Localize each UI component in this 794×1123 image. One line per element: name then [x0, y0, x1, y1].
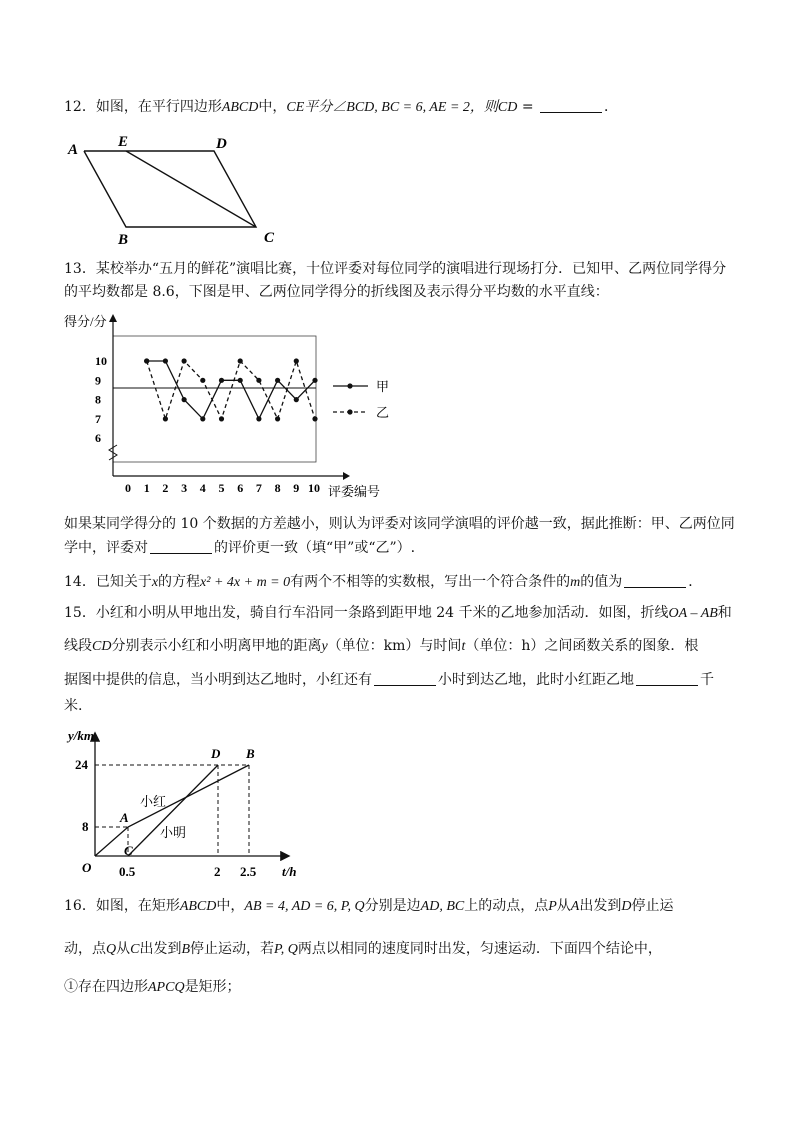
- q15-line3: [64, 670, 714, 690]
- q16-line2i: 两点以相同的速度同时出发，匀速运动．下面四个结论中，: [297, 941, 662, 957]
- q16-line1i: 从: [556, 898, 571, 914]
- chart-point: [312, 416, 317, 421]
- q14-c: 有两个不相等的实数根，写出一个符合条件的: [290, 574, 571, 590]
- label-c: C: [264, 230, 275, 246]
- chart-point: [144, 358, 149, 363]
- chart-point: [219, 378, 224, 383]
- chart-legend-label-1: 甲: [376, 379, 390, 394]
- chart-point: [294, 397, 299, 402]
- q15-line3b: 小时到达乙地，此时小红距乙地: [438, 672, 634, 688]
- q16-line2a: 动，点: [64, 941, 106, 957]
- q15-line2g: （单位：h）之间函数关系的图象．根: [465, 638, 699, 654]
- chart-point: [256, 378, 261, 383]
- q14-b: 的方程: [158, 574, 201, 590]
- chart-x-tick-label: 0: [125, 481, 131, 495]
- chart-point: [275, 378, 280, 383]
- chart-legend-marker-2: [347, 409, 352, 414]
- graph-ylabel: y/km: [68, 728, 94, 743]
- q15-line2d: y: [321, 639, 328, 654]
- graph-point-d: D: [211, 746, 221, 761]
- q12-cond: 平分∠BCD, BC = 6, AE = 2，则: [304, 100, 498, 115]
- chart-point: [312, 378, 317, 383]
- chart-x-tick-label: 9: [293, 481, 300, 495]
- q16-line3b: APCQ: [148, 980, 185, 995]
- chart-point: [219, 416, 224, 421]
- q12-num: 12．如图，在平行四边形: [64, 99, 222, 115]
- graph-origin: O: [82, 860, 92, 875]
- graph-label-xiaoming: 小明: [160, 825, 187, 840]
- chart-y-arrow: [109, 314, 117, 322]
- q16-line1a: 16．如图，在矩形: [64, 898, 180, 914]
- q14-m: m: [570, 575, 581, 590]
- q16-line3a: ①存在四边形: [64, 979, 148, 995]
- q16-line2c: 从: [116, 941, 131, 957]
- q13-line2: 的平均数都是 8.6，下图是甲、乙两位同学得分的折线图及表示得分平均数的水平直线：: [64, 284, 609, 300]
- chart-series-line-2: [147, 361, 315, 419]
- chart-y-tick-label: 7: [95, 411, 101, 426]
- q14-text: [64, 572, 702, 593]
- q16-line1m: 停止运: [631, 898, 674, 914]
- q16-line3: [64, 977, 241, 998]
- chart-point: [238, 378, 243, 383]
- chart-y-tick-label: 6: [95, 431, 101, 446]
- q13-line4a: 学中，评委对: [64, 540, 148, 556]
- chart-x-tick-label: 6: [237, 481, 244, 495]
- label-b: B: [118, 232, 129, 248]
- q15-line4: 米.: [64, 698, 83, 714]
- chart-ylabel: 得分/分: [64, 314, 107, 329]
- chart-point: [256, 416, 261, 421]
- q14-equation: x² + 4x + m = 0: [200, 575, 291, 590]
- q16-line1l: D: [621, 899, 632, 914]
- graph-x2: 2: [214, 864, 221, 879]
- q16-line1d: AB = 4, AD = 6, P, Q: [244, 899, 365, 914]
- chart-point: [238, 358, 243, 363]
- graph-point-c: C: [124, 843, 133, 858]
- segment-ce: [126, 151, 256, 227]
- q13-answer-blank[interactable]: [150, 539, 212, 554]
- q15-distance-time-graph: [62, 724, 312, 882]
- q16-line2b: Q: [106, 942, 117, 957]
- chart-x-arrow: [343, 472, 350, 480]
- q16-line1: [64, 896, 673, 917]
- graph-point-a: A: [120, 810, 129, 825]
- q16-line1h: P: [548, 899, 557, 914]
- chart-point: [200, 378, 205, 383]
- graph-label-xiaohong: 小红: [140, 794, 167, 809]
- q14-d: 的值为: [580, 574, 623, 590]
- graph-xlabel: t/h: [282, 864, 297, 879]
- chart-x-tick-label: 5: [218, 481, 225, 495]
- q12-eq: =: [517, 99, 539, 115]
- q15-line2e: （单位：km）与时间: [327, 638, 462, 654]
- graph-y8: 8: [82, 819, 89, 834]
- chart-legend-label-2: 乙: [376, 405, 390, 420]
- q16-line1k: 出发到: [579, 898, 622, 914]
- chart-y-tick-label: 8: [95, 392, 101, 407]
- chart-x-tick-label: 1: [143, 481, 150, 495]
- q12-end: ．: [604, 99, 619, 115]
- q16-line2: [64, 939, 662, 960]
- q15-line3a: 据图中提供的信息，当小明到达乙地时，小红还有: [64, 672, 372, 688]
- chart-plot-frame: [113, 336, 316, 462]
- q16-line1g: 上的动点，点: [464, 898, 549, 914]
- chart-x-tick-label: 4: [199, 481, 206, 495]
- chart-point: [275, 416, 280, 421]
- graph-x25: 2.5: [240, 864, 257, 879]
- q15-line2f: t: [461, 639, 466, 654]
- q12-cd: CD: [497, 100, 518, 115]
- q15-line1: [64, 603, 732, 624]
- q16-line1j: A: [570, 899, 580, 914]
- label-a: A: [68, 142, 79, 158]
- q15-answer-blank-1[interactable]: [374, 671, 436, 686]
- chart-point: [294, 358, 299, 363]
- chart-point: [163, 358, 168, 363]
- q16-line2e: 出发到: [139, 941, 182, 957]
- graph-point-b: B: [246, 746, 255, 761]
- chart-xlabel: 评委编号: [328, 484, 381, 499]
- chart-x-tick-label: 8: [274, 481, 281, 495]
- chart-axis-break: [109, 445, 117, 460]
- graph-x05: 0.5: [119, 864, 136, 879]
- q16-line2h: P, Q: [274, 942, 298, 957]
- q12-parallelogram-figure: [62, 130, 292, 248]
- q13-line1: 13．某校举办“五月的鲜花”演唱比赛，十位评委对每位同学的演唱进行现场打分．已知甲、乙两位同学得分: [64, 261, 727, 277]
- chart-x-tick-label: 2: [162, 481, 169, 495]
- label-e: E: [118, 134, 129, 150]
- q16-line2d: C: [130, 942, 140, 957]
- q14-a: 14．已知关于: [64, 574, 152, 590]
- q15-line2: [64, 636, 698, 657]
- graph-y24: 24: [75, 757, 88, 772]
- chart-point: [182, 358, 187, 363]
- q12-answer-blank[interactable]: [540, 98, 602, 113]
- q15-line2c: 分别表示小红和小明离甲地的距离: [111, 638, 322, 654]
- q15-line1c: 和: [717, 605, 732, 621]
- q16-line1e: 分别是边: [364, 898, 421, 914]
- chart-y-tick-label: 10: [95, 354, 107, 368]
- chart-series-line-1: [147, 361, 315, 419]
- q12-abcd: ABCD: [221, 100, 259, 115]
- q15-line3c: 千: [700, 672, 714, 688]
- q14-x: x: [151, 575, 159, 590]
- q12-mid: 中，: [258, 99, 287, 115]
- q15-line2a: 线段: [64, 638, 92, 654]
- q14-end: ．: [688, 574, 703, 590]
- chart-x-tick-label: 7: [255, 481, 262, 495]
- chart-x-tick-label: 10: [308, 481, 320, 495]
- q16-line1c: 中，: [216, 898, 245, 914]
- q15-line2b: CD: [92, 639, 112, 654]
- chart-point: [182, 397, 187, 402]
- q16-line2f: B: [181, 942, 191, 957]
- q16-line1b: ABCD: [179, 899, 217, 914]
- q13-line3: 如果某同学得分的 10 个数据的方差越小，则认为评委对该同学演唱的评价越一致，据此推断：甲、乙两位同: [64, 516, 735, 532]
- chart-point: [163, 416, 168, 421]
- q13-line-chart: [58, 310, 418, 506]
- q16-line2g: 停止运动，若: [190, 941, 275, 957]
- q12-text: [64, 97, 618, 118]
- q14-answer-blank[interactable]: [624, 573, 686, 588]
- parallelogram-outline: [84, 151, 256, 227]
- q15-line1a: 15．小红和小明从甲地出发，骑自行车沿同一条路到距甲地 24 千米的乙地参加活动．如图，折线: [64, 605, 669, 621]
- q12-ce: CE: [286, 100, 305, 115]
- chart-legend-marker-1: [347, 383, 352, 388]
- q13-line4b: 的评价更一致（填“甲”或“乙”）.: [214, 540, 416, 556]
- q16-line3c: 是矩形；: [184, 979, 241, 995]
- q13-line4: [64, 538, 415, 558]
- line-xiaoming: [128, 765, 218, 856]
- label-d: D: [216, 136, 227, 152]
- chart-x-tick-label: 3: [181, 481, 188, 495]
- line-xiaohong: [95, 765, 249, 856]
- q15-answer-blank-2[interactable]: [636, 671, 698, 686]
- chart-y-tick-label: 9: [95, 373, 101, 388]
- q16-line1f: AD, BC: [420, 899, 465, 914]
- chart-point: [200, 416, 205, 421]
- q15-line1b: OA – AB: [668, 606, 718, 621]
